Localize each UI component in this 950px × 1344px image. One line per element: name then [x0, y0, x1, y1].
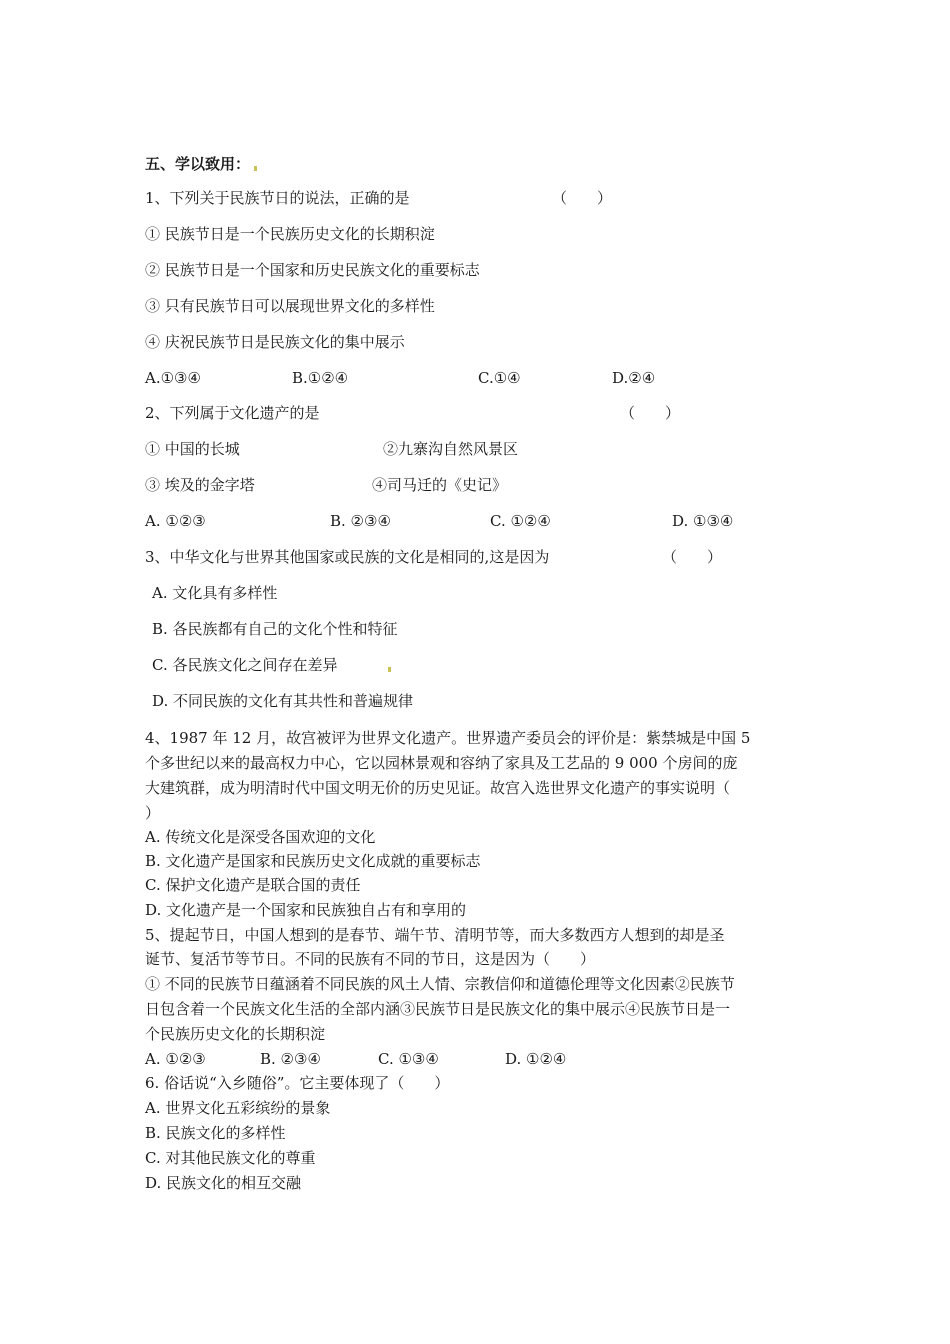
- q4-option-c: C. 保护文化遗产是联合国的责任: [145, 876, 361, 894]
- q6-stem: 6. 俗话说“入乡随俗”。它主要体现了（ ）: [145, 1074, 450, 1092]
- q1-option-b: B.①②④: [292, 369, 349, 387]
- q5-option-d: D. ①②④: [505, 1050, 567, 1068]
- q4-line-3: 大建筑群，成为明清时代中国文明无价的历史见证。故宫入选世界文化遗产的事实说明（: [145, 779, 731, 797]
- q3-option-a: A. 文化具有多样性: [152, 584, 278, 602]
- q2-item-4: ④司马迁的《史记》: [372, 476, 508, 494]
- marker-dot: [388, 667, 391, 672]
- q5-option-c: C. ①③④: [378, 1050, 439, 1068]
- q4-option-d: D. 文化遗产是一个国家和民族独自占有和享用的: [145, 901, 467, 919]
- q5-line-4: 日包含着一个民族文化生活的全部内涵③民族节日是民族文化的集中展示④民族节日是一: [145, 1000, 731, 1018]
- q1-item-1: ① 民族节日是一个民族历史文化的长期积淀: [145, 225, 435, 243]
- q2-option-a: A. ①②③: [145, 512, 206, 530]
- marker-dot: [254, 166, 257, 171]
- q2-item-1: ① 中国的长城: [145, 440, 240, 458]
- q1-option-c: C.①④: [478, 369, 521, 387]
- q1-bracket: （ ）: [552, 189, 613, 207]
- q2-item-2: ②九寨沟自然风景区: [383, 440, 519, 458]
- q6-option-b: B. 民族文化的多样性: [145, 1124, 286, 1142]
- q6-option-d: D. 民族文化的相互交融: [145, 1174, 302, 1192]
- q1-item-3: ③ 只有民族节日可以展现世界文化的多样性: [145, 297, 435, 315]
- q6-option-a: A. 世界文化五彩缤纷的景象: [145, 1099, 331, 1117]
- q3-bracket: （ ）: [662, 548, 723, 566]
- q2-item-3: ③ 埃及的金字塔: [145, 476, 255, 494]
- q5-line-1: 5、提起节日，中国人想到的是春节、端午节、清明节等，而大多数西方人想到的却是圣: [145, 926, 725, 944]
- q4-line-2: 个多世纪以来的最高权力中心，它以园林景观和容纳了家具及工艺品的 9 000 个房间的庞: [145, 754, 738, 772]
- q2-option-c: C. ①②④: [490, 512, 551, 530]
- section-title: 五、学以致用：: [145, 155, 257, 173]
- q3-option-c: C. 各民族文化之间存在差异: [152, 656, 338, 674]
- q2-option-d: D. ①③④: [672, 512, 734, 530]
- q5-option-b: B. ②③④: [260, 1050, 321, 1068]
- q1-item-2: ② 民族节日是一个国家和历史民族文化的重要标志: [145, 261, 480, 279]
- q1-stem: 1、下列关于民族节日的说法，正确的是: [145, 189, 410, 207]
- q5-line-2: 诞节、复活节等节日。不同的民族有不同的节日，这是因为（ ）: [145, 950, 596, 968]
- q1-item-4: ④ 庆祝民族节日是民族文化的集中展示: [145, 333, 405, 351]
- q4-option-a: A. 传统文化是深受各国欢迎的文化: [145, 828, 376, 846]
- q3-option-d: D. 不同民族的文化有其共性和普遍规律: [152, 692, 414, 710]
- q2-bracket: （ ）: [620, 404, 681, 422]
- q1-option-d: D.②④: [612, 369, 656, 387]
- q2-option-b: B. ②③④: [330, 512, 391, 530]
- q4-line-1: 4、1987 年 12 月，故宫被评为世界文化遗产。世界遗产委员会的评价是：紫禁城是中国 5: [145, 729, 751, 747]
- q2-stem: 2、下列属于文化遗产的是: [145, 404, 320, 422]
- q4-option-b: B. 文化遗产是国家和民族历史文化成就的重要标志: [145, 852, 481, 870]
- q3-stem: 3、中华文化与世界其他国家或民族的文化是相同的,这是因为: [145, 548, 550, 566]
- q5-line-5: 个民族历史文化的长期积淀: [145, 1025, 326, 1043]
- q6-option-c: C. 对其他民族文化的尊重: [145, 1149, 316, 1167]
- marker-dot: [384, 656, 391, 674]
- q5-line-3: ① 不同的民族节日蕴涵着不同民族的风土人情、宗教信仰和道德伦理等文化因素②民族节: [145, 975, 735, 993]
- q1-option-a: A.①③④: [145, 369, 201, 387]
- q4-line-4: ）: [145, 804, 161, 822]
- q5-option-a: A. ①②③: [145, 1050, 206, 1068]
- q3-option-b: B. 各民族都有自己的文化个性和特征: [152, 620, 398, 638]
